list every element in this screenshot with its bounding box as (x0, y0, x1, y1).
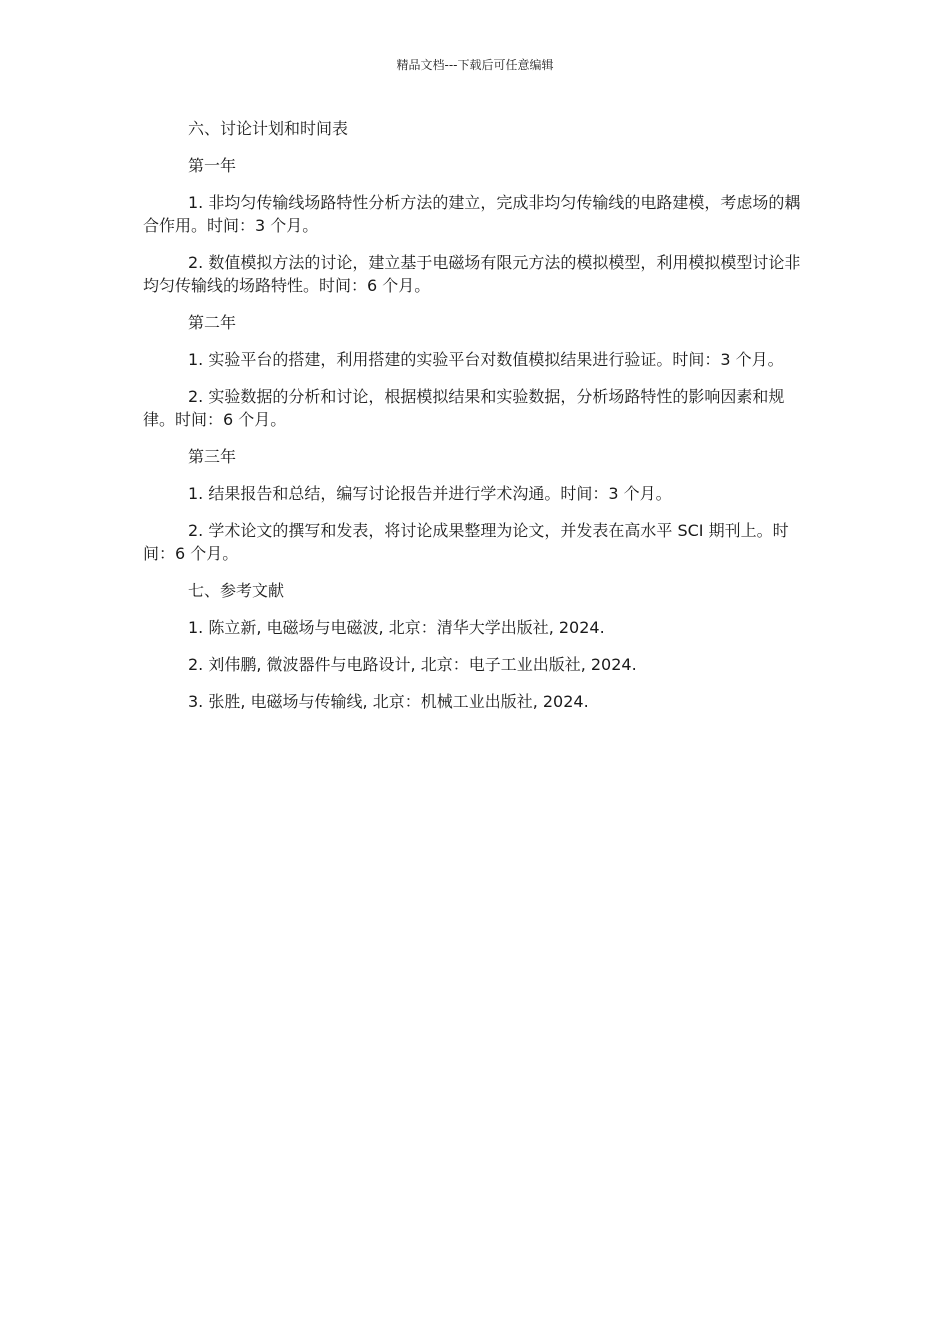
page-header: 精品文档---下载后可任意编辑 (396, 58, 554, 72)
document-body (143, 117, 807, 727)
section-heading-references: 七、参考文献 (188, 581, 285, 600)
year-heading-first: 第一年 (188, 156, 237, 175)
reference-item: 3. 张胜, 电磁场与传输线, 北京：机械工业出版社, 2024. (188, 692, 589, 711)
section-heading-schedule: 六、讨论计划和时间表 (188, 119, 349, 138)
plan-item: 2. 数值模拟方法的讨论，建立基于电磁场有限元方法的模拟模型，利用模拟模型讨论非均匀传输线的场路特性。时间：6 个月。 (143, 253, 801, 295)
year-heading-third: 第三年 (188, 447, 237, 466)
plan-item: 2. 实验数据的分析和讨论，根据模拟结果和实验数据，分析场路特性的影响因素和规律。时间：6 个月。 (143, 387, 785, 429)
reference-item: 1. 陈立新, 电磁场与电磁波, 北京：清华大学出版社, 2024. (188, 618, 605, 637)
plan-item: 1. 实验平台的搭建，利用搭建的实验平台对数值模拟结果进行验证。时间：3 个月。 (188, 350, 784, 369)
year-heading-second: 第二年 (188, 313, 237, 332)
plan-item: 1. 非均匀传输线场路特性分析方法的建立，完成非均匀传输线的电路建模，考虑场的耦合作用。时间：3 个月。 (143, 193, 801, 235)
reference-item: 2. 刘伟鹏, 微波器件与电路设计, 北京：电子工业出版社, 2024. (188, 655, 637, 674)
plan-item: 2. 学术论文的撰写和发表，将讨论成果整理为论文，并发表在高水平 SCI 期刊上。时间：6 个月。 (143, 521, 789, 563)
plan-item: 1. 结果报告和总结，编写讨论报告并进行学术沟通。时间：3 个月。 (188, 484, 672, 503)
